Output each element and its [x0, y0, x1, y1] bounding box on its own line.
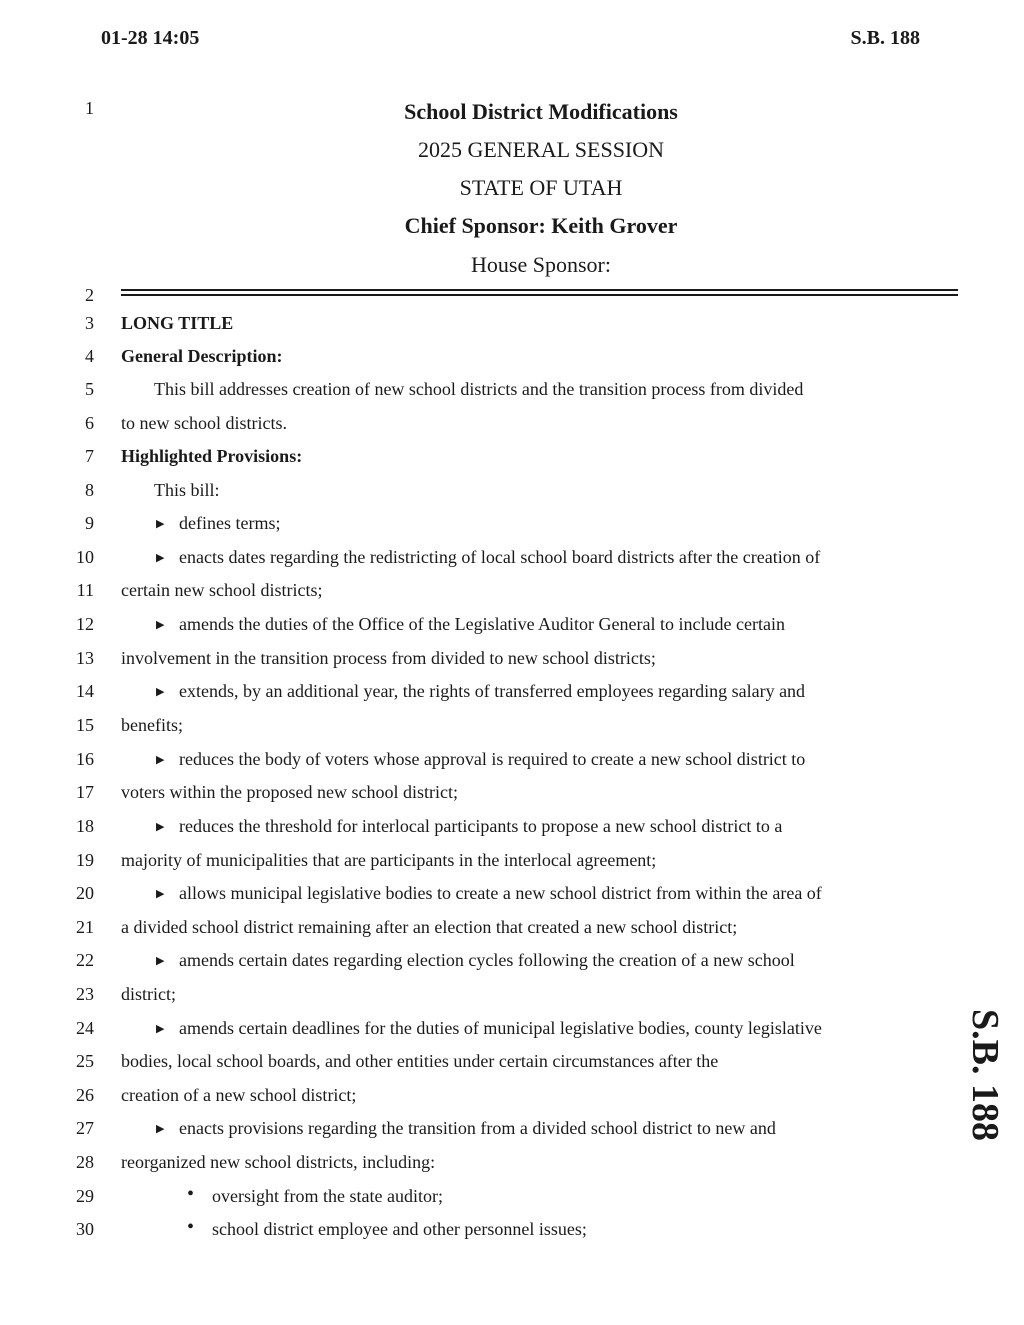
side-bill-label: S.B. 188: [964, 1009, 1006, 1141]
provision-text: district;: [121, 984, 176, 1004]
house-sponsor: House Sponsor:: [471, 252, 611, 277]
line-number: 24: [76, 1018, 94, 1038]
provision-text: amends the duties of the Office of the Legislative Auditor General to include certain: [179, 614, 785, 634]
line-number: 26: [76, 1085, 94, 1105]
line-number: 29: [76, 1186, 94, 1206]
line-number: 2: [85, 285, 94, 305]
line-number: 30: [76, 1219, 94, 1239]
triangle-bullet-icon: ▶: [156, 619, 165, 631]
line-number: 10: [76, 547, 94, 567]
line-number: 11: [76, 580, 94, 600]
title-divider-top: [121, 289, 958, 291]
provision-text: extends, by an additional year, the rights of transferred employees regarding salary and: [179, 681, 806, 701]
line-number: 28: [76, 1152, 94, 1172]
line-number: 13: [76, 648, 94, 668]
provision-text: benefits;: [121, 715, 183, 735]
provision-text: defines terms;: [179, 513, 281, 533]
provision-text: certain new school districts;: [121, 580, 323, 600]
line-number: 21: [76, 917, 94, 937]
provision-text: enacts provisions regarding the transition from a divided school district to new and: [179, 1118, 776, 1138]
line-number: 22: [76, 950, 94, 970]
line-number: 5: [85, 379, 94, 399]
chief-sponsor: Chief Sponsor: Keith Grover: [404, 213, 678, 238]
triangle-bullet-icon: ▶: [156, 518, 165, 530]
provision-text: voters within the proposed new school district;: [121, 782, 458, 802]
line-number: 25: [76, 1051, 94, 1071]
general-description-heading: General Description:: [121, 346, 283, 366]
provision-text: reduces the threshold for interlocal participants to propose a new school district to a: [179, 816, 783, 836]
line-number: 16: [76, 749, 94, 769]
line-number: 14: [76, 681, 94, 701]
line-number: 27: [76, 1118, 94, 1138]
line-number: 6: [85, 413, 94, 433]
line-number: 7: [85, 446, 94, 466]
sub-provision-text: school district employee and other personnel issues;: [212, 1219, 587, 1239]
provision-text: majority of municipalities that are participants in the interlocal agreement;: [121, 850, 657, 870]
triangle-bullet-icon: ▶: [156, 686, 165, 698]
provision-text: a divided school district remaining after an election that created a new school district;: [121, 917, 738, 937]
provision-text: allows municipal legislative bodies to create a new school district from within the area of: [179, 883, 822, 903]
line-number: 17: [76, 782, 94, 802]
triangle-bullet-icon: ▶: [156, 888, 165, 900]
provision-text: involvement in the transition process from divided to new school districts;: [121, 648, 656, 668]
session-line: 2025 GENERAL SESSION: [417, 137, 665, 162]
provision-text: reorganized new school districts, including:: [121, 1152, 436, 1172]
line-number: 18: [76, 816, 94, 836]
provision-text: bodies, local school boards, and other entities under certain circumstances after the: [121, 1051, 719, 1071]
provision-text: reduces the body of voters whose approval is required to create a new school district to: [179, 749, 806, 769]
line-number: 20: [76, 883, 94, 903]
line-number: 9: [85, 513, 94, 533]
line-number: 12: [76, 614, 94, 634]
long-title-heading: LONG TITLE: [121, 313, 234, 333]
triangle-bullet-icon: ▶: [156, 1023, 165, 1035]
dot-bullet-icon: •: [187, 1216, 195, 1238]
body-text: to new school districts.: [121, 413, 287, 433]
body-text: This bill addresses creation of new school districts and the transition process from divided: [154, 379, 804, 399]
provision-text: amends certain deadlines for the duties of municipal legislative bodies, county legislative: [179, 1018, 822, 1038]
triangle-bullet-icon: ▶: [156, 552, 165, 564]
highlighted-provisions-heading: Highlighted Provisions:: [121, 446, 303, 466]
line-number: 8: [85, 480, 94, 500]
header-timestamp: 01-28 14:05: [101, 27, 200, 49]
state-line: STATE OF UTAH: [459, 175, 623, 200]
body-text: This bill:: [154, 480, 220, 500]
provision-text: enacts dates regarding the redistricting of local school board districts after the creation of: [179, 547, 821, 567]
line-number: 23: [76, 984, 94, 1004]
triangle-bullet-icon: ▶: [156, 821, 165, 833]
provision-text: creation of a new school district;: [121, 1085, 357, 1105]
triangle-bullet-icon: ▶: [156, 754, 165, 766]
dot-bullet-icon: •: [187, 1183, 195, 1205]
header-bill-number: S.B. 188: [850, 27, 920, 49]
title-divider-bottom: [121, 294, 958, 296]
line-number: 4: [85, 346, 94, 366]
provision-text: amends certain dates regarding election cycles following the creation of a new school: [179, 950, 795, 970]
line-number: 15: [76, 715, 94, 735]
triangle-bullet-icon: ▶: [156, 1123, 165, 1135]
triangle-bullet-icon: ▶: [156, 955, 165, 967]
bill-title: School District Modifications: [404, 99, 678, 124]
sub-provision-text: oversight from the state auditor;: [212, 1186, 443, 1206]
line-number: 3: [85, 313, 94, 333]
line-number: 19: [76, 850, 94, 870]
line-number: 1: [85, 98, 94, 118]
